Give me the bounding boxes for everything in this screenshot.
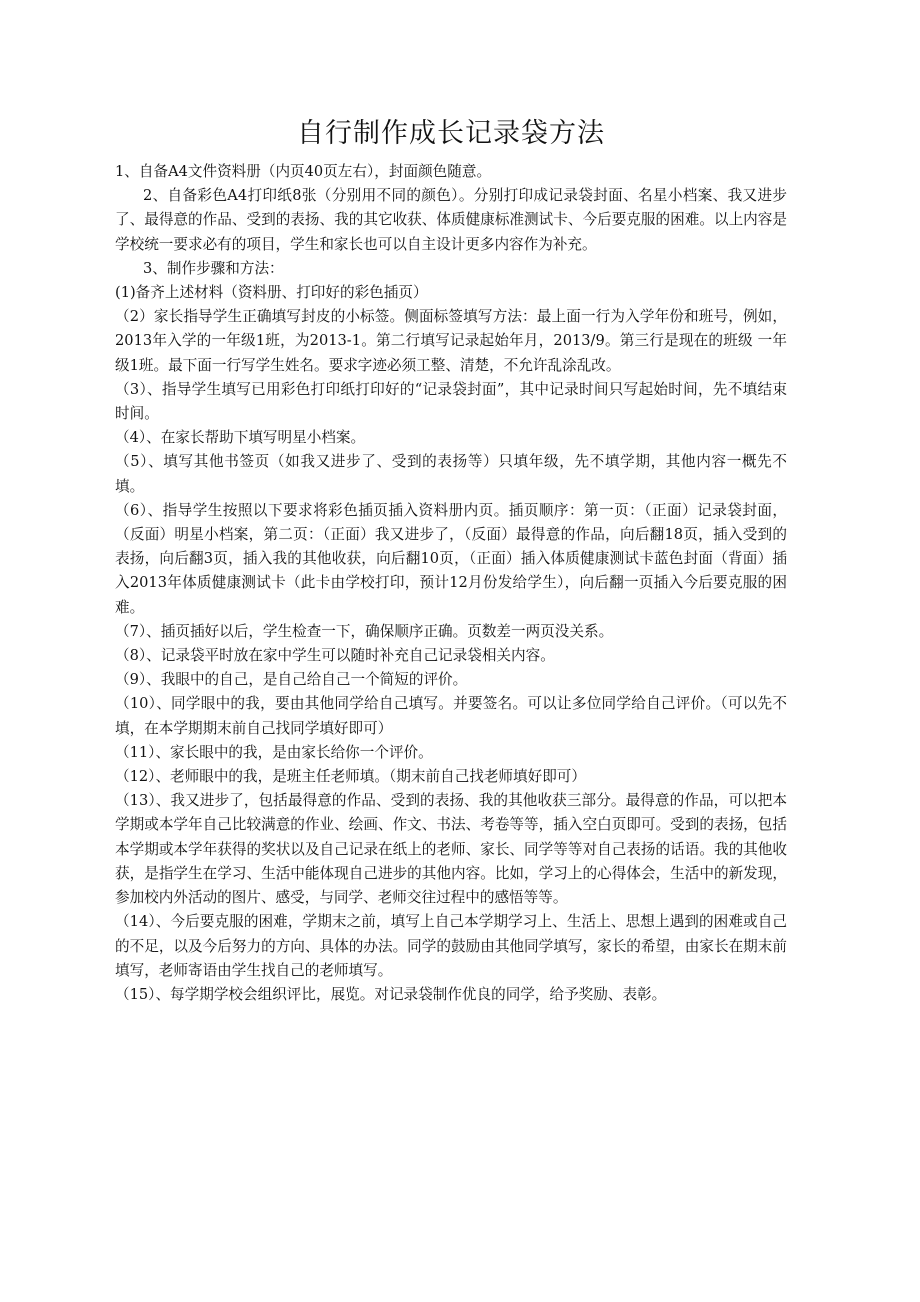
paragraph-step-2: （2）家长指导学生正确填写封皮的小标签。侧面标签填写方法：最上面一行为入学年份和班号，例如，2013年入学的一年级1班，为2013-1。第二行填写记录起始年月，2013/9。第三行是现在的班级 一年级1班。最下面一行写学生姓名。要求字迹必须工整、清楚，不允许乱涂乱改。 bbox=[115, 308, 787, 374]
paragraph-step-10: （10）、同学眼中的我，要由其他同学给自己填写。并要签名。可以让多位同学给自己评价。（可以先不填，在本学期期末前自己找同学填好即可） bbox=[115, 695, 787, 737]
paragraph-step-11: （11）、家长眼中的我，是由家长给你一个评价。 bbox=[115, 743, 433, 761]
document-title: 自行制作成长记录袋方法 bbox=[297, 118, 605, 149]
paragraph-step-6: （6）、指导学生按照以下要求将彩色插页插入资料册内页。插页顺序：第一页：（正面）记录袋封面，（反面）明星小档案，第二页：（正面）我又进步了，（反面）最得意的作品，向后翻18页，插入受到的表扬，向后翻3页，插入我的其他收获，向后翻10页，（正面）插入体质健康测试卡蓝色封面（背面）插入2013年体质健康测试卡（此卡由学校打印，预计12月份发给学生），向后翻一页插入今后要克服的困难。 bbox=[115, 501, 787, 616]
paragraph-step-13: （13）、我又进步了，包括最得意的作品、受到的表扬、我的其他收获三部分。最得意的作品，可以把本学期或本学年自己比较满意的作业、绘画、作文、书法、考卷等等，插入空白页即可。受到的表扬，包括本学期或本学年获得的奖状以及自己记录在纸上的老师、家长、同学等等对自己表扬的话语。我的其他收获，是指学生在学习、生活中能体现自己进步的其他内容。比如，学习上的心得体会，生活中的新发现，参加校内外活动的图片、感受，与同学、老师交往过程中的感悟等等。 bbox=[115, 792, 787, 907]
paragraph-step-12: （12）、老师眼中的我，是班主任老师填。（期末前自己找老师填好即可） bbox=[115, 768, 586, 786]
paragraph-step-8: （8）、记录袋平时放在家中学生可以随时补充自己记录袋相关内容。 bbox=[115, 647, 555, 665]
paragraph-step-4: （4）、在家长帮助下填写明星小档案。 bbox=[115, 429, 366, 447]
paragraph-step-7: （7）、插页插好以后，学生检查一下，确保顺序正确。页数差一两页没关系。 bbox=[115, 622, 614, 640]
paragraph-step-1: (1)备齐上述材料（资料册、打印好的彩色插页） bbox=[115, 284, 428, 302]
paragraph-section-3-heading: 3、制作步骤和方法： bbox=[143, 259, 284, 277]
paragraph-item-1: 1、自备A4文件资料册（内页40页左右），封面颜色随意。 bbox=[115, 163, 492, 180]
paragraph-step-3: （3）、指导学生填写已用彩色打印纸打印好的“记录袋封面”，其中记录时间只写起始时间，先不填结束时间。 bbox=[115, 380, 787, 423]
document-page bbox=[115, 112, 787, 1007]
paragraph-step-5: （5）、填写其他书签页（如我又进步了、受到的表扬等）只填年级，先不填学期，其他内容一概先不填。 bbox=[115, 453, 787, 495]
paragraph-item-2: 2、自备彩色A4打印纸8张（分别用不同的颜色）。分别打印成记录袋封面、名星小档案、我又进步了、最得意的作品、受到的表扬、我的其它收获、体质健康标准测试卡、今后要克服的困难。以上内容是学校统一要求必有的项目，学生和家长也可以自主设计更多内容作为补充。 bbox=[115, 187, 787, 253]
paragraph-step-15: （15）、每学期学校会组织评比，展览。对记录袋制作优良的同学，给予奖励、表彰。 bbox=[115, 985, 667, 1003]
paragraph-step-14: （14）、今后要克服的困难，学期末之前，填写上自己本学期学习上、生活上、思想上遇到的困难或自己的不足，以及今后努力的方向、具体的办法。同学的鼓励由其他同学填写，家长的希望，由家长在期末前填写，老师寄语由学生找自己的老师填写。 bbox=[115, 913, 787, 979]
paragraph-step-9: （9）、我眼中的自己，是自己给自己一个简短的评价。 bbox=[115, 671, 468, 689]
